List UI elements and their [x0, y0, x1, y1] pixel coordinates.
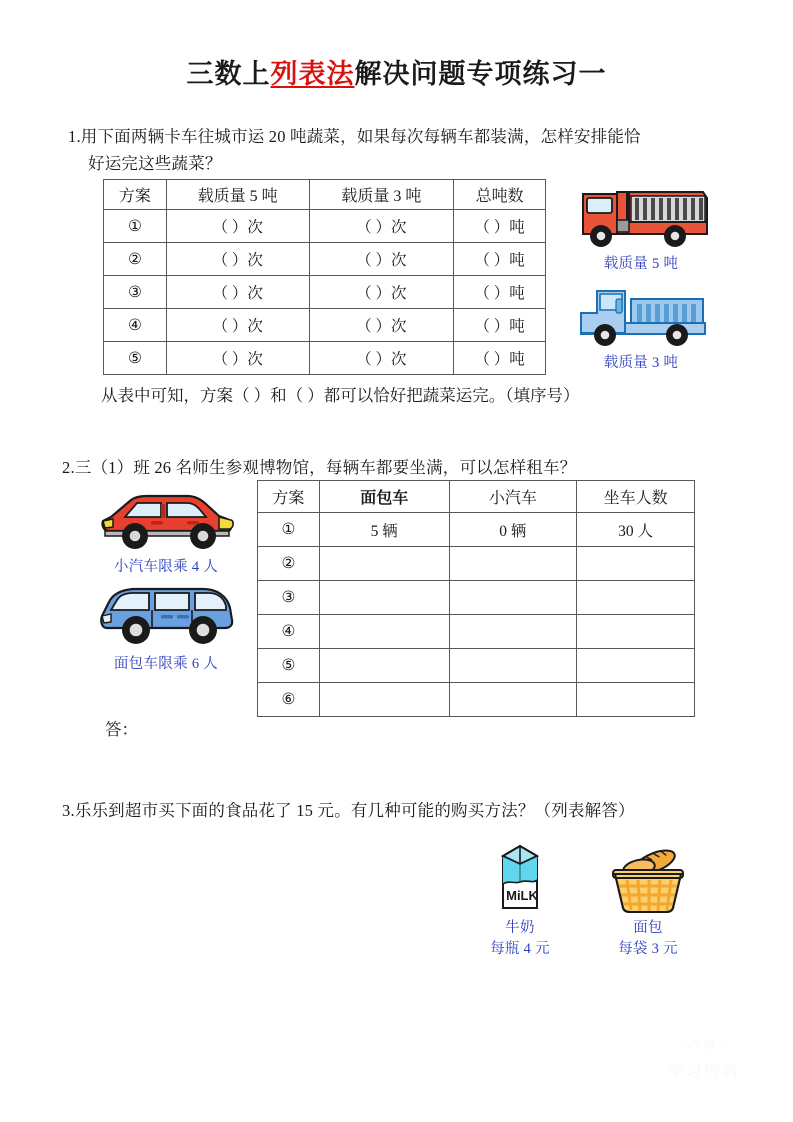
cell-5ton[interactable]: （ ）次 — [166, 309, 309, 342]
question-3-text: 3.乐乐到超市买下面的食品花了 15 元。有几种可能的购买方法？（列表解答） — [62, 801, 635, 820]
title-suffix: 解决问题专项练习一 — [354, 59, 607, 89]
cell-car[interactable] — [449, 615, 577, 649]
cell-seats[interactable] — [577, 649, 695, 683]
table-header-row — [104, 180, 546, 210]
watermark — [629, 1036, 779, 1108]
cell-total[interactable]: （ ）吨 — [454, 342, 546, 375]
cell-van[interactable]: 5 辆 — [319, 513, 449, 547]
page-title — [0, 52, 793, 91]
table-row — [258, 615, 695, 649]
table-header-row — [258, 481, 695, 513]
illustration-milk — [472, 840, 568, 958]
milk-carton-text: MiLK — [506, 888, 538, 903]
shipping-plan-table — [103, 179, 546, 375]
table-row — [104, 243, 546, 276]
cell-car[interactable]: 0 辆 — [449, 513, 577, 547]
column-header-car: 小汽车 — [449, 481, 577, 513]
table-row — [104, 276, 546, 309]
cell-car[interactable] — [449, 547, 577, 581]
cell-5ton[interactable]: （ ）次 — [166, 276, 309, 309]
cell-seats[interactable]: 30 人 — [577, 513, 695, 547]
question-1-text — [68, 123, 733, 177]
cell-plan: ⑤ — [258, 649, 320, 683]
milk-label: 牛奶 — [505, 920, 535, 936]
column-header-total: 总吨数 — [454, 180, 546, 210]
cell-3ton[interactable]: （ ）次 — [309, 243, 454, 276]
milk-carton-icon — [481, 840, 559, 916]
cell-3ton[interactable]: （ ）次 — [309, 276, 454, 309]
cell-total[interactable]: （ ）吨 — [454, 243, 546, 276]
column-header-seats: 坐车人数 — [577, 481, 695, 513]
cell-plan: ④ — [104, 309, 167, 342]
column-header-3ton: 载质量 3 吨 — [309, 180, 454, 210]
question-2-answer-prompt[interactable]: 答： — [105, 720, 138, 739]
cell-3ton[interactable]: （ ）次 — [309, 309, 454, 342]
blue-truck-icon — [571, 281, 711, 351]
cell-van[interactable] — [319, 649, 449, 683]
title-highlight: 列表法 — [270, 59, 355, 89]
bread-basket-icon — [605, 840, 691, 916]
cell-seats[interactable] — [577, 615, 695, 649]
blue-truck-label: 载质量 3 吨 — [603, 355, 679, 371]
illustration-bread — [600, 840, 696, 958]
milk-price: 每瓶 4 元 — [490, 941, 550, 957]
cell-3ton[interactable]: （ ）次 — [309, 210, 454, 243]
bread-label: 面包 — [633, 920, 663, 936]
cell-plan: ① — [104, 210, 167, 243]
blue-van-label: 面包车限乘 6 人 — [113, 656, 219, 672]
cell-car[interactable] — [449, 581, 577, 615]
question-1-line1: 1.用下面两辆卡车往城市运 20 吨蔬菜，如果每次每辆车都装满，怎样安排能恰 — [68, 127, 641, 146]
cell-5ton[interactable]: （ ）次 — [166, 342, 309, 375]
bread-price: 每袋 3 元 — [618, 941, 678, 957]
cell-plan: ④ — [258, 615, 320, 649]
question-1-line2: 好运完这些蔬菜？ — [88, 154, 222, 173]
cell-car[interactable] — [449, 683, 577, 717]
cell-seats[interactable] — [577, 581, 695, 615]
cell-5ton[interactable]: （ ）次 — [166, 210, 309, 243]
red-car-icon — [91, 487, 241, 555]
table-row — [104, 342, 546, 375]
cell-total[interactable]: （ ）吨 — [454, 210, 546, 243]
cell-plan: ⑥ — [258, 683, 320, 717]
cell-van[interactable] — [319, 615, 449, 649]
cell-seats[interactable] — [577, 683, 695, 717]
watermark-bottom: 学习资料 — [667, 1064, 740, 1081]
table-row — [104, 309, 546, 342]
watermark-top: 小学练习 — [677, 1038, 730, 1052]
cell-5ton[interactable]: （ ）次 — [166, 243, 309, 276]
table-row — [104, 210, 546, 243]
cell-plan: ⑤ — [104, 342, 167, 375]
table-row — [258, 649, 695, 683]
illustration-blue-truck — [568, 281, 714, 372]
cell-plan: ③ — [104, 276, 167, 309]
illustration-blue-van — [80, 580, 252, 673]
cell-plan: ③ — [258, 581, 320, 615]
cell-plan: ② — [104, 243, 167, 276]
cell-seats[interactable] — [577, 547, 695, 581]
table-row — [258, 581, 695, 615]
blue-van-icon — [91, 580, 241, 652]
red-truck-label: 载质量 5 吨 — [603, 256, 679, 272]
cell-3ton[interactable]: （ ）次 — [309, 342, 454, 375]
column-header-van: 面包车 — [319, 481, 449, 513]
illustration-red-truck — [568, 178, 714, 273]
column-header-plan: 方案 — [104, 180, 167, 210]
red-car-label: 小汽车限乘 4 人 — [113, 559, 219, 575]
table-row — [258, 547, 695, 581]
cell-plan: ② — [258, 547, 320, 581]
question-2-text: 2.三（1）班 26 名师生参观博物馆，每辆车都要坐满，可以怎样租车？ — [62, 458, 577, 477]
table-row — [258, 683, 695, 717]
cell-plan: ① — [258, 513, 320, 547]
red-truck-icon — [571, 178, 711, 252]
column-header-plan: 方案 — [258, 481, 320, 513]
column-header-5ton: 载质量 5 吨 — [166, 180, 309, 210]
cell-van[interactable] — [319, 581, 449, 615]
cell-van[interactable] — [319, 683, 449, 717]
table-row — [258, 513, 695, 547]
cell-total[interactable]: （ ）吨 — [454, 309, 546, 342]
illustration-red-car — [80, 487, 252, 576]
cell-van[interactable] — [319, 547, 449, 581]
question-1-conclusion: 从表中可知，方案（ ）和（ ）都可以恰好把蔬菜运完。（填序号） — [101, 386, 580, 405]
title-prefix: 三数上 — [186, 59, 271, 89]
rental-plan-table — [257, 480, 695, 717]
cell-total[interactable]: （ ）吨 — [454, 276, 546, 309]
cell-car[interactable] — [449, 649, 577, 683]
